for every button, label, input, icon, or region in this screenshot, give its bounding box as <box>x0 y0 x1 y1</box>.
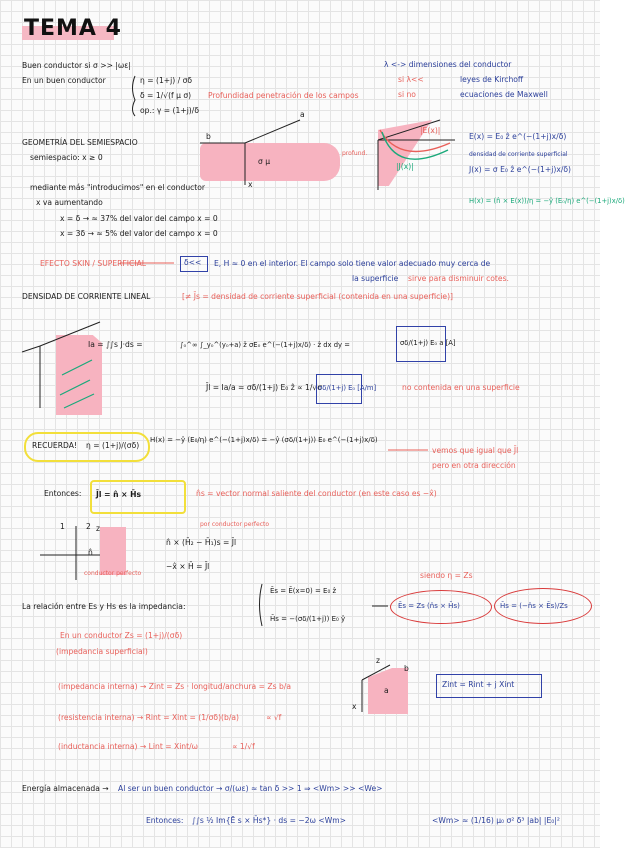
formula-brace <box>133 76 136 116</box>
skin-text-1: E, H ≈ 0 en el interior. El campo solo tiene valor adecuado muy cerca de <box>214 259 491 268</box>
delta-description: Profundidad penetración de los campos <box>208 91 359 100</box>
lint-desc: (inductancia interna) → Lint = Xint/ω <box>58 742 199 751</box>
final-eq: ∫∫s ½ Im{Ē s × H̄s*} · ds = −2ω <Wm> <box>192 816 346 825</box>
eq-H: H(x) = (n̂ × E(x))/η = −ŷ (E₀/η) e^(−(1+j)x/δ) <box>469 197 625 205</box>
plot-b-label: b <box>206 132 211 141</box>
good-conductor-label: En un buen conductor <box>22 76 106 85</box>
relation-brace <box>260 584 263 626</box>
recuerda-eq: η = (1+j)/(σδ) <box>86 441 140 450</box>
diag2-two: 2 <box>86 522 91 531</box>
relation-Hs: H̄s = −(σδ/(1+j)) E₀ ŷ <box>270 615 346 623</box>
good-conductor-condition: Buen conductor si σ >> |ωε| <box>22 61 131 70</box>
axis-diagonal <box>245 120 300 143</box>
zint-box-eq: Zint = Rint + j Xint <box>442 680 515 689</box>
density-axis-z <box>40 322 100 346</box>
relation-eq-2: H̄s = (−n̂s × Ēs)/Zs <box>500 602 568 610</box>
diag2-cond: por conductor perfecto <box>200 521 270 528</box>
eq-E-note: densidad de corriente superficial <box>469 151 568 158</box>
densidad-desc: [≠ J̄s = densidad de corriente superficial (contenida en una superficie)] <box>182 292 454 301</box>
dimension-note: λ <-> dimensiones del conductor <box>384 60 512 69</box>
skin-cond: δ<< <box>184 258 202 267</box>
diag2-eq-2: −x̂ × H̄ = J̄l <box>166 562 210 571</box>
eq-J: J(x) = σ E₀ ẑ e^(−(1+j)x/δ) <box>469 165 571 174</box>
eq-E: E(x) = E₀ ẑ e^(−(1+j)x/δ) <box>469 132 567 141</box>
formula-eta: η = (1+j) / σδ <box>140 76 193 85</box>
plot-J-label: |J(x)| <box>396 162 414 171</box>
formula-delta: δ = 1/√(f μ σ) <box>140 91 192 100</box>
decay-axis-d <box>378 120 440 140</box>
maxwell-result: ecuaciones de Maxwell <box>460 90 548 99</box>
plot-sigma-label: σ μ <box>258 157 271 166</box>
jl-note: no contenida en una superficie <box>402 383 520 392</box>
kirchhoff-condition: si λ<< <box>398 75 424 84</box>
rint-desc: (resistencia interna) → Rint = Xint = (1/σδ)(b/a) <box>58 713 239 722</box>
diag2-z: z <box>96 524 100 533</box>
lint-prop: ∝ 1/√f <box>232 742 255 751</box>
densidad-title: DENSIDAD DE CORRIENTE LINEAL <box>22 292 151 301</box>
entonces-eq: J̄l = n̂ × H̄s <box>96 490 142 499</box>
diag3-b: b <box>404 664 409 673</box>
introduce-line-4: x = 3δ → ≈ 5% del valor del campo x = 0 <box>60 229 218 238</box>
current-arrow-1 <box>60 380 90 395</box>
diag3-x: x <box>352 702 357 711</box>
diag3-a: a <box>384 686 389 695</box>
skin-text-3: sirve para disminuir cotes. <box>408 274 509 283</box>
maxwell-condition: si no <box>398 90 416 99</box>
h-note-1: vemos que igual que J̄l <box>432 446 519 455</box>
introduce-line-3: x = δ → ≈ 37% del valor del campo x = 0 <box>60 214 218 223</box>
semiespacio-desc: semiespacio: x ≥ 0 <box>30 153 103 162</box>
recuerda-label: RECUERDA! <box>32 441 77 450</box>
diag3-axis-d <box>362 665 390 680</box>
rint-prop: ∝ √f <box>266 713 282 722</box>
relation-Es: Ēs = Ē(x=0) = E₀ ẑ <box>270 587 337 595</box>
kirchhoff-result: leyes de Kirchoff <box>460 75 524 84</box>
page-title: TEMA 4 <box>24 16 122 41</box>
cond-zs-desc: (impedancia superficial) <box>56 647 148 656</box>
density-axis-y <box>22 346 40 352</box>
diag2-label: conductor perfecto <box>84 570 142 577</box>
plot-a-label: a <box>300 110 305 119</box>
decay-curve-J <box>382 132 448 159</box>
skin-label: EFECTO SKIN / SUPERFICIAL <box>40 259 147 268</box>
diag3-z: z <box>376 656 380 665</box>
entonces-note: n̂s = vector normal saliente del conductor (en este caso es −x̂) <box>196 489 437 498</box>
energia-label: Energía almacenada → <box>22 784 109 793</box>
h-eq: H(x) = −ŷ (E₀/η) e^(−(1+j)x/δ) = −ŷ (σδ/(1+j)) E₀ e^(−(1+j)x/δ) <box>150 436 378 444</box>
current-arrow-3 <box>64 394 94 408</box>
skin-text-2: la superficie <box>352 274 399 283</box>
plot-x-label: x <box>248 180 253 189</box>
energia-text: Al ser un buen conductor → σ/(ωε) ≈ tan δ >> 1 ⇒ <Wm> >> <We> <box>118 784 383 793</box>
zint-desc: (impedancia interna) → Zint = Zs · longitud/anchura = Zs b/a <box>58 682 291 691</box>
plot-profund-label: profund. <box>342 150 368 157</box>
final-res: <Wm> ≈ (1/16) μ₀ σ² δ³ |ab| |E₀|² <box>432 816 560 825</box>
int-left: Ia = ∫∫s J·ds = <box>88 340 143 349</box>
cond-zs: En un conductor Zs = (1+j)/(σδ) <box>60 631 183 640</box>
int-mid: ∫₀^∞ ∫_y₀^(y₀+a) ẑ σE₀ e^(−(1+j)x/δ) · ẑ dx dy = <box>180 341 350 349</box>
introduce-line-2: x va aumentando <box>36 198 103 207</box>
h-note-2: pero en otra dirección <box>432 461 516 470</box>
diag2-n: n̂ <box>88 548 93 557</box>
relation-label: La relación entre Es y Hs es la impedancia: <box>22 602 186 611</box>
formula-gamma: op.: γ = (1+j)/δ <box>140 106 199 115</box>
final-label: Entonces: <box>146 816 184 825</box>
diag2-eq-1: n̂ × (H̄₂ − H̄₁)s = J̄l <box>166 538 237 547</box>
relation-eq-1: Ēs = Zs (n̂s × H̄s) <box>398 602 460 610</box>
jl-left: J̄l = Ia/a = σδ/(1+j) E₀ ẑ ∝ 1/√σ <box>206 383 323 392</box>
int-result: σδ/(1+j) E₀ a [A] <box>400 339 456 347</box>
introduce-line-1: mediante más "introducimos" en el conductor <box>30 183 206 192</box>
diag2-one: 1 <box>60 522 65 531</box>
current-arrow-2 <box>62 360 92 375</box>
semiespacio-title: GEOMETRÍA DEL SEMIESPACIO <box>22 138 138 147</box>
entonces-label: Entonces: <box>44 489 82 498</box>
plot-E-label: |E(x)| <box>420 126 441 135</box>
jl-result: σδ/(1+j) E₀ [A/m] <box>318 384 377 392</box>
siendo: siendo η = Zs <box>420 571 473 580</box>
